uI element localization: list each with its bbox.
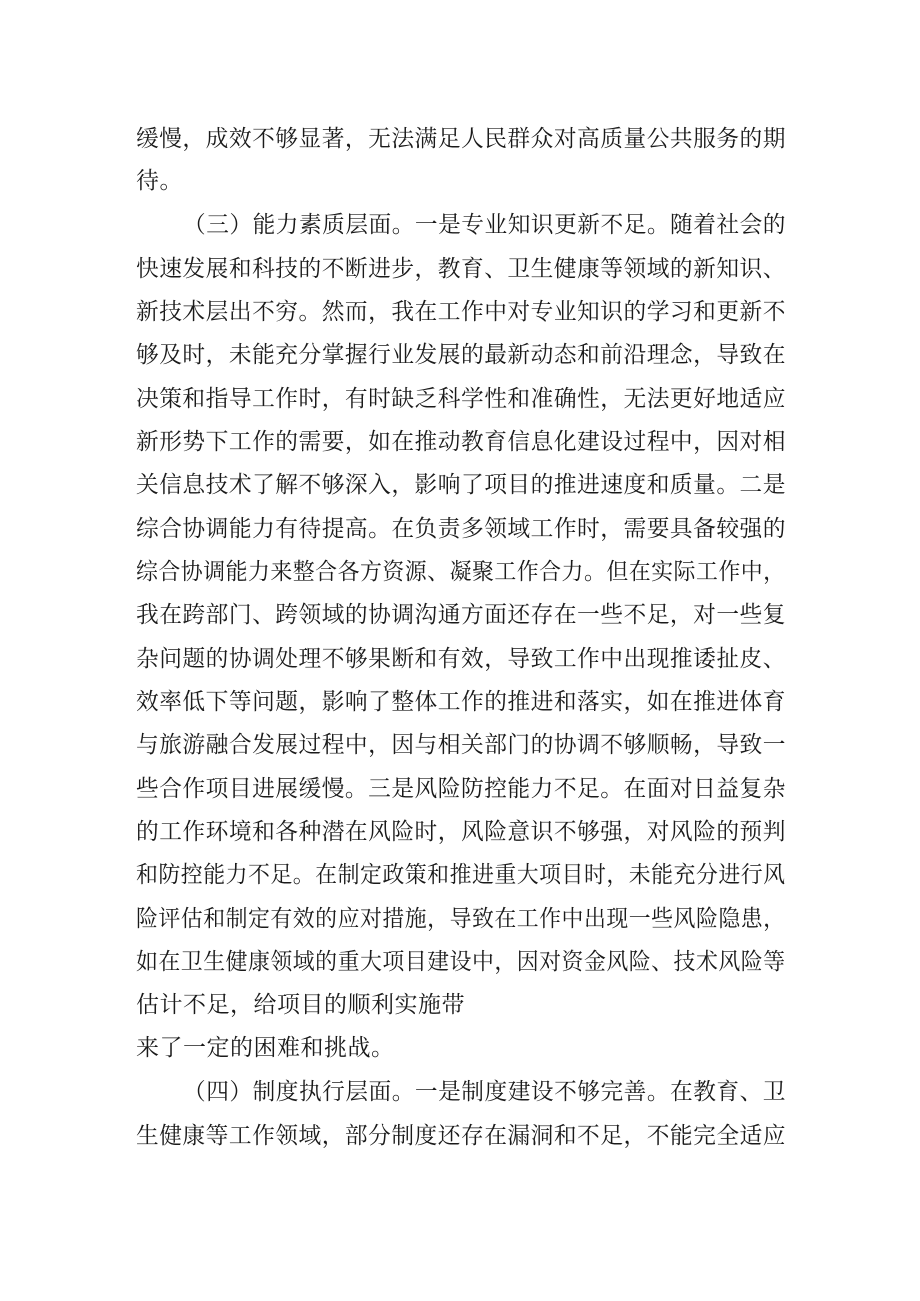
paragraph-heading-line: （三）能力素质层面。一是专业知识更新不足。随着社会的	[183, 212, 786, 238]
text-line: 杂问题的协调处理不够果断和有效，导致工作中出现推诿扯皮、	[136, 646, 786, 672]
text-line: 的工作环境和各种潜在风险时，风险意识不够强，对风险的预判	[136, 819, 786, 845]
text-line: 些合作项目进展缓慢。三是风险防控能力不足。在面对日益复杂	[136, 776, 786, 802]
text-line: 我在跨部门、跨领域的协调沟通方面还存在一些不足，对一些复	[136, 602, 786, 628]
text-line: 和防控能力不足。在制定政策和推进重大项目时，未能充分进行风	[136, 862, 786, 888]
text-line: 缓慢，成效不够显著，无法满足人民群众对高质量公共服务的期	[136, 126, 786, 152]
text-line: 估计不足，给项目的顺利实施带	[136, 992, 465, 1018]
text-line: 险评估和制定有效的应对措施，导致在工作中出现一些风险隐患，	[136, 906, 786, 932]
text-line: 新技术层出不穷。然而，我在工作中对专业知识的学习和更新不	[136, 299, 786, 325]
paragraph-heading-line: （四）制度执行层面。一是制度建设不够完善。在教育、卫	[183, 1079, 786, 1105]
text-line: 新形势下工作的需要，如在推动教育信息化建设过程中，因对相	[136, 429, 786, 455]
text-line: 综合协调能力有待提高。在负责多领域工作时，需要具备较强的	[136, 516, 786, 542]
text-line: 与旅游融合发展过程中，因与相关部门的协调不够顺畅，导致一	[136, 732, 786, 758]
text-line: 效率低下等问题，影响了整体工作的推进和落实，如在推进体育	[136, 689, 786, 715]
text-line: 够及时，未能充分掌握行业发展的最新动态和前沿理念，导致在	[136, 342, 786, 368]
text-line: 如在卫生健康领域的重大项目建设中，因对资金风险、技术风险等	[136, 949, 786, 975]
text-line: 生健康等工作领域，部分制度还存在漏洞和不足，不能完全适应	[136, 1123, 786, 1149]
text-line: 来了一定的困难和挑战。	[136, 1035, 395, 1061]
text-line: 决策和指导工作时，有时缺乏科学性和准确性，无法更好地适应	[136, 386, 786, 412]
text-line: 待。	[136, 168, 183, 194]
text-line: 快速发展和科技的不断进步，教育、卫生健康等领域的新知识、	[136, 256, 786, 282]
text-line: 综合协调能力来整合各方资源、凝聚工作合力。但在实际工作中，	[136, 559, 786, 585]
text-line: 关信息技术了解不够深入，影响了项目的推进速度和质量。二是	[136, 472, 786, 498]
